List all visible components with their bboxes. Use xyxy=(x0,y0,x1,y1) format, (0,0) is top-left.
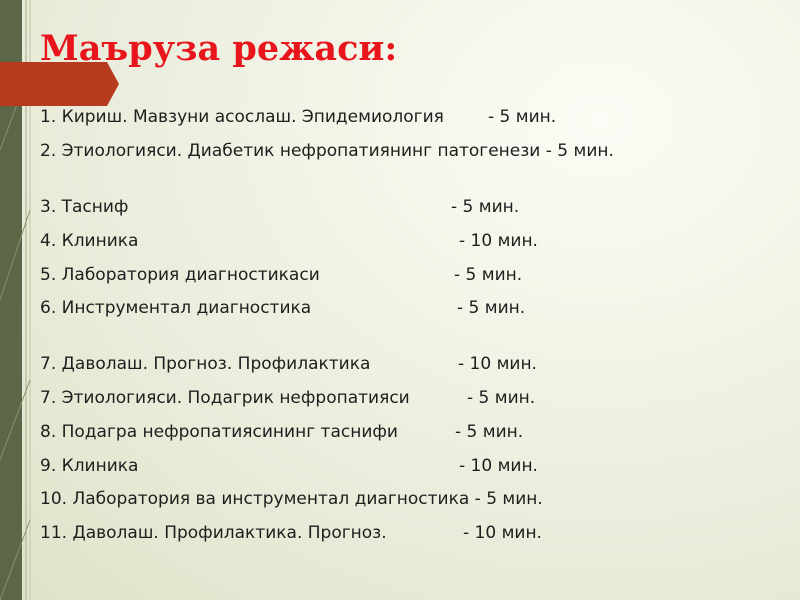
list-item-duration: - 5 мин. xyxy=(454,265,523,285)
list-item-text: 4. Клиника xyxy=(40,231,139,251)
list-item-duration: - 5 мин. xyxy=(488,107,557,127)
list-item-text: 6. Инструментал диагностика xyxy=(40,298,312,318)
list-item-duration: - 10 мин. xyxy=(459,456,538,476)
list-item-text: 7. Этиологияси. Подагрик нефропатияси xyxy=(40,388,410,408)
list-item-duration: - 10 мин. xyxy=(463,523,542,543)
list-item-duration: - 5 мин. xyxy=(451,197,520,217)
list-item-duration: - 10 мин. xyxy=(458,354,537,374)
list-item-text: 2. Этиологияси. Диабетик нефропатиянинг патогенези - 5 мин. xyxy=(40,141,614,161)
slide-title: Маъруза режаси: xyxy=(40,28,398,69)
list-item-text: 1. Кириш. Мавзуни асослаш. Эпидемиология xyxy=(40,107,444,127)
list-item-text: 3. Тасниф xyxy=(40,197,129,217)
list-item-duration: - 10 мин. xyxy=(459,231,538,251)
list-item-text: 8. Подагра нефропатиясининг таснифи xyxy=(40,422,398,442)
list-item-text: 9. Клиника xyxy=(40,456,139,476)
list-item-text: 10. Лаборатория ва инструментал диагностика - 5 мин. xyxy=(40,489,543,509)
list-item-text: 5. Лаборатория диагностикаси xyxy=(40,265,320,285)
list-item-text: 11. Даволаш. Профилактика. Прогноз. xyxy=(40,523,387,543)
list-item-text: 7. Даволаш. Прогноз. Профилактика xyxy=(40,354,371,374)
list-item-duration: - 5 мин. xyxy=(457,298,526,318)
list-item-duration: - 5 мин. xyxy=(455,422,524,442)
list-item-duration: - 5 мин. xyxy=(467,388,536,408)
